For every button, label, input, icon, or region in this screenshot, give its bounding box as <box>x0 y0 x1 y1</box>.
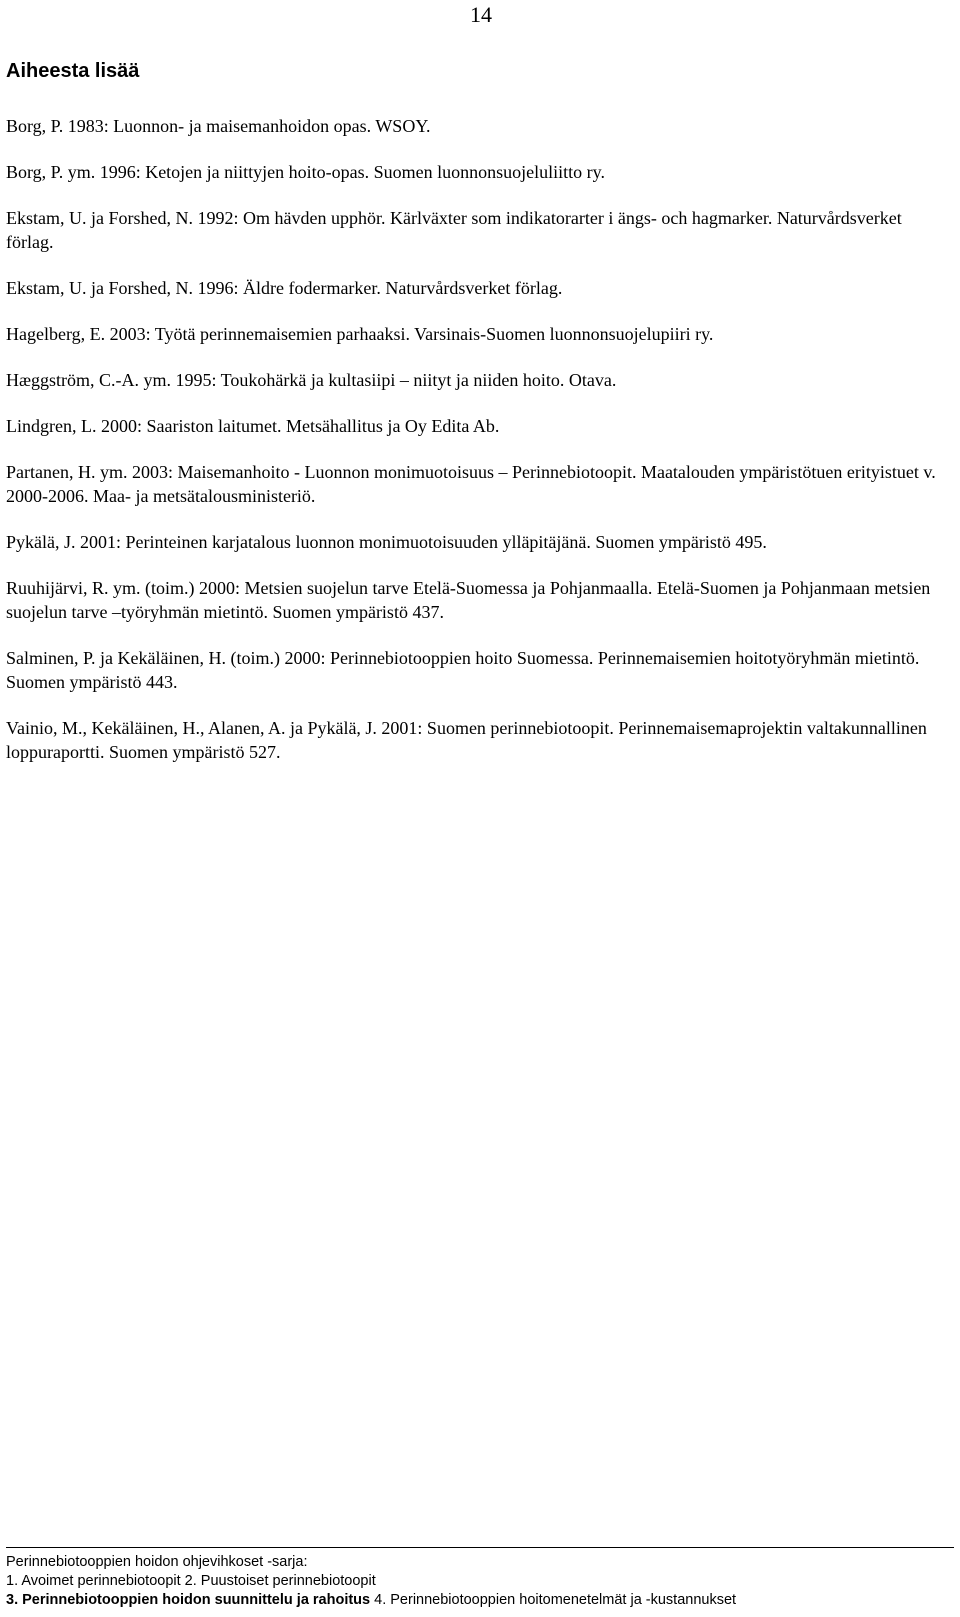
footer-current-booklet: 3. Perinnebiotooppien hoidon suunnittelu ja rahoitus <box>6 1592 371 1608</box>
reference-item: Salminen, P. ja Kekäläinen, H. (toim.) 2000: Perinnebiotooppien hoito Suomessa. Perinnemaisemien hoitotyöryhmän mietintö. Suomen ympäristö 443. <box>6 648 920 692</box>
reference-item: Pykälä, J. 2001: Perinteinen karjatalous luonnon monimuotoisuuden ylläpitäjänä. Suomen ympäristö 495. <box>6 532 767 552</box>
reference-item: Borg, P. ym. 1996: Ketojen ja niittyjen hoito-opas. Suomen luonnonsuojeluliitto ry. <box>6 162 605 182</box>
section-heading: Aiheesta lisää <box>6 60 140 82</box>
reference-item: Vainio, M., Kekäläinen, H., Alanen, A. ja Pykälä, J. 2001: Suomen perinnebiotoopit. Perinnemaisemaprojektin valtakunnallinen loppuraportti. Suomen ympäristö 527. <box>6 718 927 762</box>
footer-next-booklet: 4. Perinnebiotooppien hoitomenetelmät ja -kustannukset <box>370 1592 737 1608</box>
reference-item: Borg, P. 1983: Luonnon- ja maisemanhoidon opas. WSOY. <box>6 116 431 136</box>
reference-item: Hagelberg, E. 2003: Työtä perinnemaisemien parhaaksi. Varsinais-Suomen luonnonsuojelupiiri ry. <box>6 324 714 344</box>
page-number: 14 <box>470 2 492 27</box>
reference-item: Partanen, H. ym. 2003: Maisemanhoito - Luonnon monimuotoisuus – Perinnebiotoopit. Maatalouden ympäristötuen erityistuet v. 2000-2006. Maa- ja metsätalousministeriö. <box>6 462 936 506</box>
footer-series-line-2 <box>6 1591 954 1610</box>
reference-list <box>6 114 941 786</box>
footer-series-line-1: 1. Avoimet perinnebiotoopit 2. Puustoiset perinnebiotoopit <box>6 1573 376 1589</box>
series-footer <box>6 1547 954 1610</box>
reference-item: Ruuhijärvi, R. ym. (toim.) 2000: Metsien suojelun tarve Etelä-Suomessa ja Pohjanmaalla. Etelä-Suomen ja Pohjanmaan metsien suojelun tarve –työryhmän mietintö. Suomen ympäristö 437. <box>6 578 931 622</box>
reference-item: Ekstam, U. ja Forshed, N. 1996: Äldre fodermarker. Naturvårdsverket förlag. <box>6 278 563 298</box>
reference-item: Ekstam, U. ja Forshed, N. 1992: Om hävden upphör. Kärlväxter som indikatorarter i ängs- och hagmarker. Naturvårdsverket förlag. <box>6 208 902 252</box>
reference-item: Lindgren, L. 2000: Saariston laitumet. Metsähallitus ja Oy Edita Ab. <box>6 416 500 436</box>
footer-series-title: Perinnebiotooppien hoidon ohjevihkoset -sarja: <box>6 1554 308 1570</box>
reference-item: Hæggström, C.-A. ym. 1995: Toukohärkä ja kultasiipi – niityt ja niiden hoito. Otava. <box>6 370 617 390</box>
